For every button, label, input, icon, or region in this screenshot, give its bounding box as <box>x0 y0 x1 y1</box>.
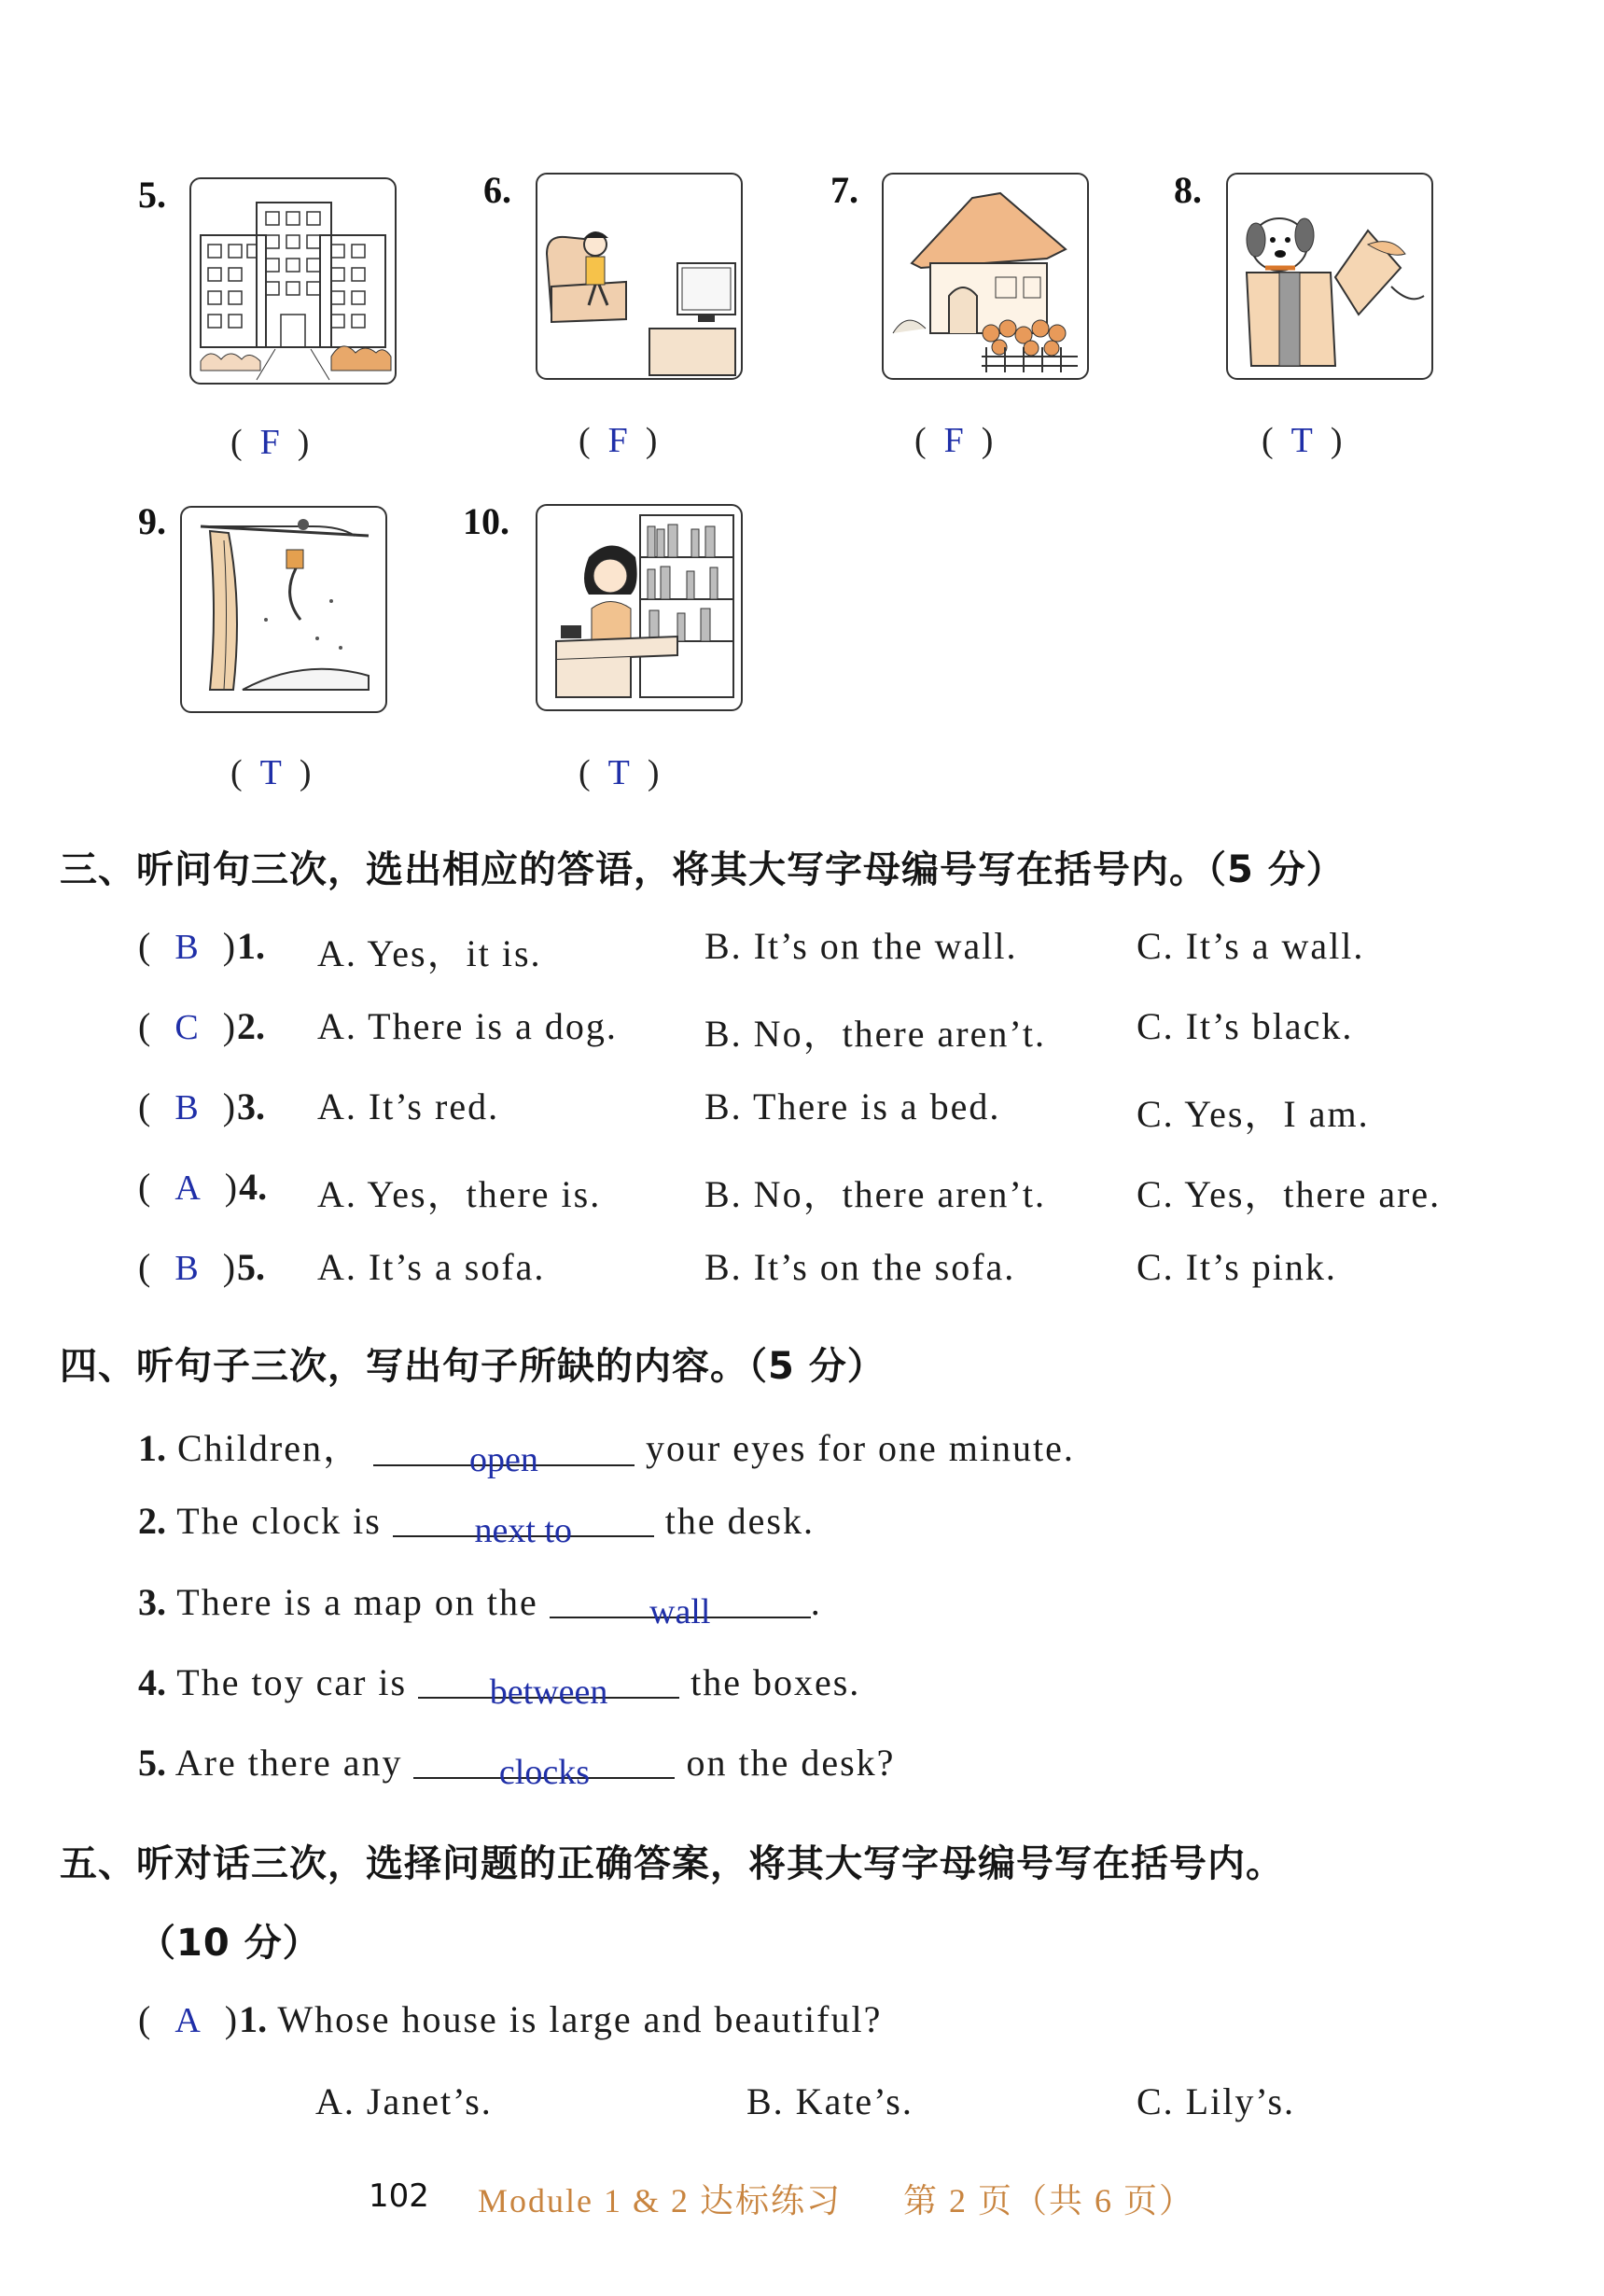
footer-module-title: Module 1 & 2 达标练习 <box>478 2182 842 2219</box>
choice-question: ( B )3. <box>138 1085 266 1127</box>
house-garden-icon <box>884 175 1087 378</box>
option-b: B. There is a bed. <box>704 1085 1001 1127</box>
option-b: B. It’s on the sofa. <box>704 1246 1016 1288</box>
picture-number: 10. <box>463 500 509 542</box>
fill-blank-sentence: 4. The toy car is between the boxes. <box>138 1660 860 1704</box>
page-number: 102 <box>369 2177 429 2215</box>
answer-paren: ( T ) <box>1262 421 1343 460</box>
girl-study-icon <box>537 506 741 709</box>
choice-question: ( B )1. <box>138 925 266 967</box>
option-b: B. No，there aren’t. <box>704 1173 1047 1215</box>
answer-paren: ( F ) <box>230 423 310 462</box>
answer-blank[interactable]: wall <box>550 1575 811 1618</box>
option-a: A. Yes，it is. <box>317 932 542 974</box>
shower-icon <box>182 508 385 711</box>
picture-number: 9. <box>138 500 166 542</box>
option-a: A. Janet’s. <box>315 2080 493 2122</box>
option-c: C. Yes，I am. <box>1137 1093 1370 1135</box>
option-a: A. There is a dog. <box>317 1005 618 1047</box>
shower-picture <box>180 506 387 713</box>
option-b: B. Kate’s. <box>746 2080 914 2122</box>
answer-blank[interactable]: open <box>373 1423 635 1466</box>
answer-text: T <box>259 753 282 792</box>
building-picture <box>189 177 397 385</box>
option-c: C. It’s pink. <box>1137 1246 1337 1288</box>
picture-number: 5. <box>138 174 166 216</box>
option-c: C. Lily’s. <box>1137 2080 1296 2122</box>
answer-paren: ( T ) <box>230 753 312 792</box>
option-c: C. It’s a wall. <box>1137 925 1365 967</box>
footer-page-count: 第 2 页（共 6 页） <box>903 2182 1195 2219</box>
picture-number: 6. <box>483 169 511 211</box>
choice-question: ( C )2. <box>138 1005 266 1047</box>
answer-blank[interactable]: next to <box>393 1494 654 1537</box>
building-icon <box>191 179 395 383</box>
option-b: B. It’s on the wall. <box>704 925 1018 967</box>
dog-gift-box-picture <box>1226 173 1433 380</box>
section-4-heading: 四、听句子三次，写出句子所缺的内容。（5 分） <box>60 1345 886 1388</box>
answer-blank[interactable]: between <box>418 1656 679 1699</box>
dialogue-question: ( A )1. Whose house is large and beautiful? <box>138 1998 883 2040</box>
option-b: B. No，there aren’t. <box>704 1013 1047 1055</box>
fill-blank-sentence: 3. There is a map on the wall . <box>138 1580 822 1624</box>
answer-paren: ( F ) <box>914 421 994 460</box>
answer-text: T <box>1290 421 1313 460</box>
fill-blank-sentence: 2. The clock is next to the desk. <box>138 1499 815 1543</box>
fill-blank-sentence: 5. Are there any clocks on the desk? <box>138 1741 895 1785</box>
option-c: C. It’s black. <box>1137 1005 1354 1047</box>
option-a: A. It’s a sofa. <box>317 1246 546 1288</box>
picture-number: 8. <box>1174 169 1202 211</box>
answer-paren: ( T ) <box>579 753 660 792</box>
answer-paren: ( F ) <box>579 421 658 460</box>
girl-study-picture <box>536 504 743 711</box>
option-a: A. Yes，there is. <box>317 1173 602 1215</box>
sofa-tv-icon <box>537 175 741 378</box>
answer-text: F <box>943 421 964 460</box>
option-c: C. Yes，there are. <box>1137 1173 1442 1215</box>
section-3-heading: 三、听问句三次，选出相应的答语，将其大写字母编号写在括号内。（5 分） <box>60 848 1345 891</box>
dog-gift-box-icon <box>1228 175 1431 378</box>
section-5-heading: 五、听对话三次，选择问题的正确答案，将其大写字母编号写在括号内。 <box>60 1842 1284 1885</box>
answer-blank[interactable]: clocks <box>413 1736 675 1779</box>
option-a: A. It’s red. <box>317 1085 500 1127</box>
house-garden-picture <box>882 173 1089 380</box>
fill-blank-sentence: 1. Children， open your eyes for one minute. <box>138 1419 1075 1472</box>
sofa-tv-picture <box>536 173 743 380</box>
answer-text: F <box>607 421 628 460</box>
section-5-points: （10 分） <box>138 1922 321 1965</box>
choice-question: ( A )4. <box>138 1166 268 1208</box>
answer-text: T <box>607 753 630 792</box>
choice-question: ( B )5. <box>138 1246 266 1288</box>
answer-text: F <box>259 423 280 462</box>
picture-number: 7. <box>830 169 858 211</box>
